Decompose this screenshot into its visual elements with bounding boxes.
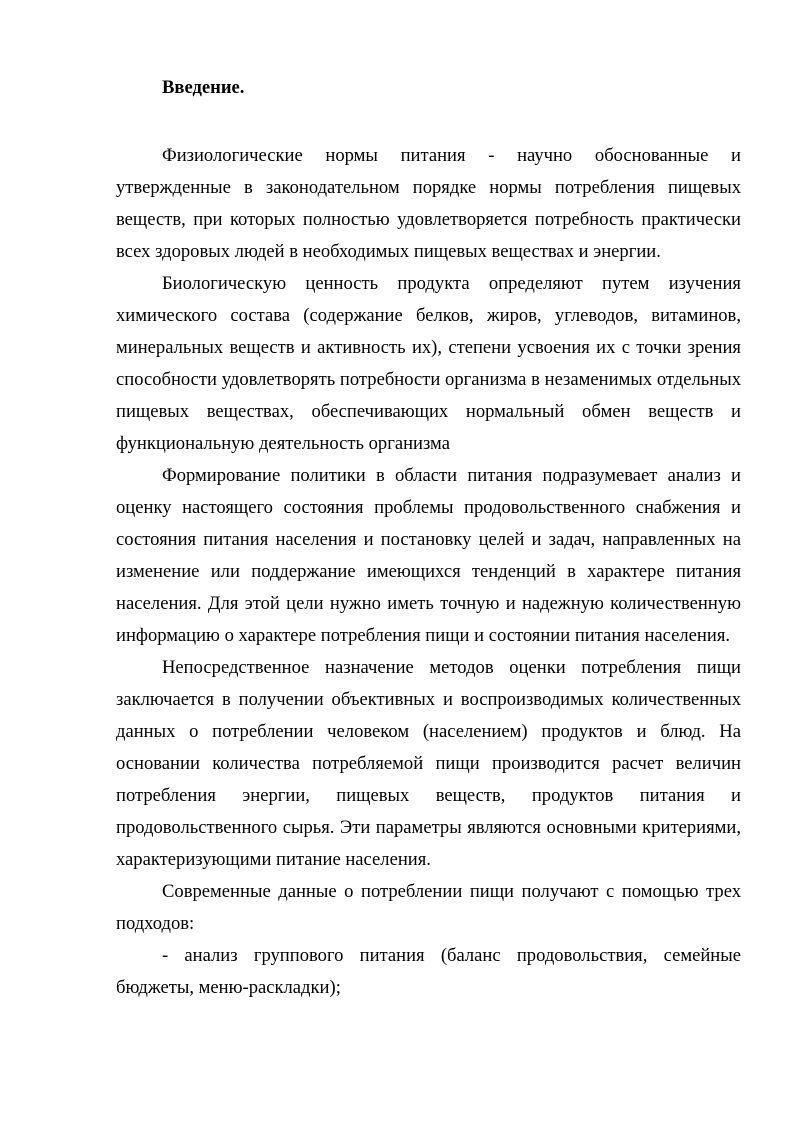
document-body [116,73,741,1004]
paragraph-6: - анализ группового питания (баланс продовольствия, семейные бюджеты, меню-раскладки); [116,945,741,998]
paragraph-2: Биологическую ценность продукта определяют путем изучения химического состава (содержание белков, жиров, углеводов, витаминов, минеральных веществ и активность их), степени усвоения их с точки зрения способности удовлетворять потребности организма в незаменимых отдельных пищевых веществах, обеспечивающих нормальный обмен веществ и функциональную деятельность организма [116,273,741,454]
section-heading: Введение. [162,77,245,98]
paragraph-4: Непосредственное назначение методов оценки потребления пищи заключается в получении объективных и воспроизводимых количественных данных о потреблении человеком (населением) продуктов и блюд. На основании количества потребляемой пищи производится расчет величин потребления энергии, пищевых веществ, продуктов питания и продовольственного сырья. Эти параметры являются основными критериями, характеризующими питание населения. [116,657,741,870]
paragraph-5: Современные данные о потреблении пищи получают с помощью трех подходов: [116,881,741,934]
paragraph-3: Формирование политики в области питания подразумевает анализ и оценку настоящего состояния проблемы продовольственного снабжения и состояния питания населения и постановку целей и задач, направленных на изменение или поддержание имеющихся тенденций в характере питания населения. Для этой цели нужно иметь точную и надежную количественную информацию о характере потребления пищи и состоянии питания населения. [116,465,741,646]
paragraph-1: Физиологические нормы питания - научно обоснованные и утвержденные в законодательном порядке нормы потребления пищевых веществ, при которых полностью удовлетворяется потребность практически всех здоровых людей в необходимых пищевых веществах и энергии. [116,145,741,262]
